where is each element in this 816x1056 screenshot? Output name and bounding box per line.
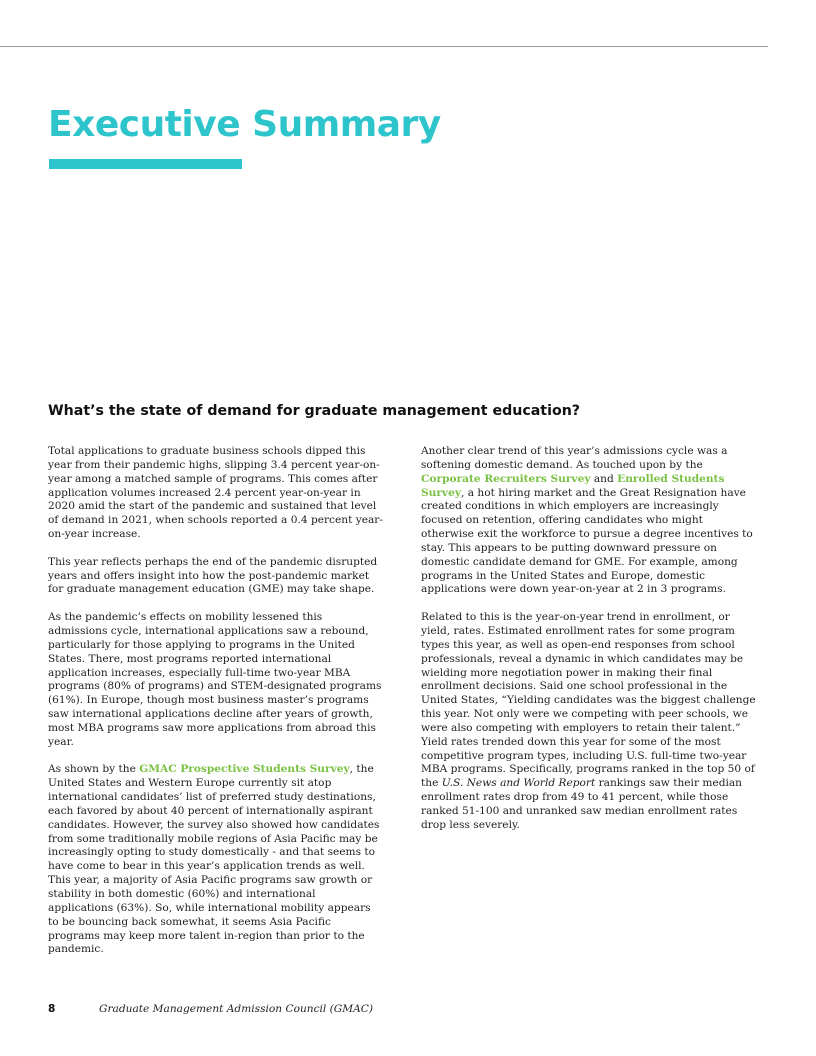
text-segment: , a hot hiring market and the Great Resignation have created conditions in which employers are increasingly focused on retention, offering candidates who might otherwise exit the workforce to pursue a degree incentives to stay. This appears to be putting downward pressure on domestic candidate demand for GME. For example, among programs in the United States and Europe, domestic applications were down year-on-year at 2 in 3 programs.: [421, 486, 753, 596]
text-segment: Another clear trend of this year’s admissions cycle was a softening domestic demand. As touched upon by the: [421, 445, 728, 471]
publication-title: U.S. News and World Report: [441, 777, 596, 790]
right-column: [421, 445, 759, 846]
paragraph-prospective-survey: [48, 763, 384, 957]
text-segment: rankings saw their median enrollment rates drop from 49 to 41 percent, while those ranked 51-100 and unranked saw median enrollment rates drop less severely.: [421, 777, 743, 831]
paragraph-applications: Total applications to graduate business schools dipped this year from their pandemic highs, slipping 3.4 percent year-on-year among a matched sample of programs. This comes after application volumes increased 2.4 percent year-on-year in 2020 amid the start of the pandemic and sustained that level of demand in 2021, when schools reported a 0.4 percent year-on-year increase.: [48, 445, 383, 541]
enrolled-students-survey-link[interactable]: Enrolled Students Survey: [421, 472, 725, 499]
paragraph-post-pandemic: This year reflects perhaps the end of the pandemic disrupted years and offers insight into how the post-pandemic market for graduate management education (GME) may take shape.: [48, 555, 378, 596]
prospective-students-survey-link[interactable]: GMAC Prospective Students Survey: [139, 763, 350, 776]
section-heading: What’s the state of demand for graduate management education?: [48, 403, 581, 419]
page-number: 8: [48, 1003, 56, 1015]
top-rule: [0, 46, 768, 47]
left-column: [48, 445, 384, 971]
text-segment: and: [590, 472, 618, 485]
paragraph-mobility: As the pandemic’s effects on mobility lessened this admissions cycle, international applications saw a rebound, particularly for those applying to programs in the United States. There, most programs reported international application increases, especially full-time two-year MBA programs (80% of programs) and STEM-designated programs (61%). In Europe, though most business master’s programs saw international applications decline after years of growth, most MBA programs saw more applications from abroad this year.: [48, 611, 382, 748]
title-underline-bar: [49, 159, 242, 169]
page-title: Executive Summary: [48, 104, 441, 145]
corporate-recruiters-survey-link[interactable]: Corporate Recruiters Survey: [421, 472, 591, 485]
publication-name: Graduate Management Admission Council (GMAC): [99, 1003, 374, 1015]
text-segment: As shown by the: [48, 763, 140, 776]
paragraph-yield-rates: [421, 611, 759, 833]
text-segment: Related to this is the year-on-year trend in enrollment, or yield, rates. Estimated enrollment rates for some program types this year, as well as open-end responses from school professionals, reveal a dynamic in which candidates may be wielding more negotiation power in making their final enrollment decisions. Said one school professional in the United States, “Yielding candidates was the biggest challenge this year. Not only were we competing with peer schools, we were also competing with employers to retain their talent.” Yield rates trended down this year for some of the most competitive program types, including U.S. full-time two-year MBA programs. Specifically, programs ranked in the top 50 of the: [421, 611, 756, 790]
page-footer: [48, 1000, 568, 1018]
paragraph-domestic-demand: [421, 445, 759, 597]
text-segment: , the United States and Western Europe currently sit atop international candidates’ list of preferred study destinations, each favored by about 40 percent of internationally aspirant candidates. However, the survey also showed how candidates from some traditionally mobile regions of Asia Pacific may be increasingly opting to study domestically - and that seems to have come to bear in this year’s application trends as well. This year, a majority of Asia Pacific programs saw growth or stability in both domestic (60%) and international applications (63%). So, while international mobility appears to be bouncing back somewhat, it seems Asia Pacific programs may keep more talent in-region than prior to the pandemic.: [48, 763, 380, 956]
